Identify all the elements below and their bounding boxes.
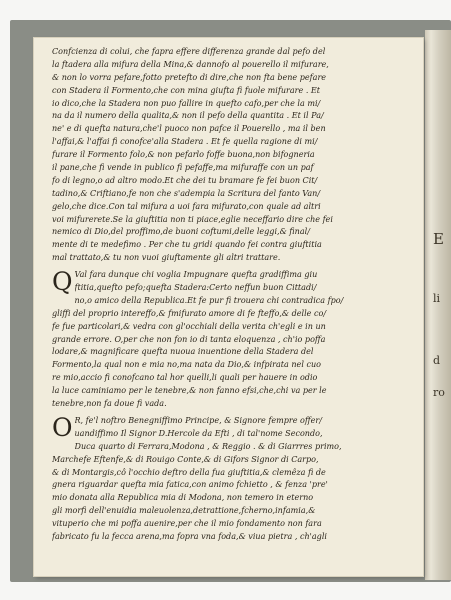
text-line: re mio,accio fi conofcano tal hor quelli,li quali per hauere in odio xyxy=(52,373,318,383)
text-line: fo di legno,o ad altro modo.Et che dei tu bramare fe fei buon Cit/ xyxy=(52,175,318,185)
text-line: fe fue particolari,& vedra con gl'occhiali della verita ch'egli e in un xyxy=(52,321,326,331)
text-line: gnera riguardar quefta mia fatica,con animo fchietto , & fenza 'pre' xyxy=(52,480,328,490)
text-line: mal trattato,& tu non vuoi giuftamente gli altri trattare. xyxy=(52,253,281,263)
paragraph-3 xyxy=(52,412,394,544)
text-line: lodare,& magnificare quefta nuoua inuentione della Stadera del xyxy=(52,347,314,357)
text-line: gliffi del proprio intereffo,& fmifurato amore di fe fteffo,& delle co/ xyxy=(52,308,327,318)
text-line: io dico,che la Stadera non puo fallire in quefto cafo,per che la mi/ xyxy=(52,98,321,108)
spine-glyph: ro xyxy=(433,386,445,399)
text-line: voi mifurerete.Se la giuftitia non ti piace,eglie neceffario dire che fei xyxy=(52,214,333,224)
spine-glyph: li xyxy=(433,292,441,305)
text-line: gli morfi dell'enuidia maleuolenza,detrattione,fcherno,infamia,& xyxy=(52,506,316,516)
text-line: grande errore. O,per che non fon io di tanta eloquenza , ch'io poffa xyxy=(52,334,326,344)
text-line: & non lo vorra pefare,fotto pretefto di dire,che non fta bene pefare xyxy=(52,72,327,82)
text-line: no,o amico della Republica.Et fe pur fi trouera chi contradica fpo/ xyxy=(74,295,344,305)
text-line: gelo,che dice.Con tal mifura a uoi fara mifurato,con quale ad altri xyxy=(52,201,321,211)
printed-page xyxy=(34,38,423,576)
text-line: mente di te medefimo . Per che tu gridi quando fei contra giuftitia xyxy=(52,240,322,250)
text-line: ne' e di quefta natura,che'l puoco non pafce il Pouerello , ma il ben xyxy=(52,124,326,134)
text-line: la luce caminiamo per le tenebre,& non fanno efsi,che,chi va per le xyxy=(52,386,327,396)
text-line: nemico di Dio,del proffimo,de buoni coftumi,delle leggi,& final/ xyxy=(52,227,310,237)
text-line: Marchefe Eftenfe,& di Rouigo Conte,& di Gifors Signor di Carpo, xyxy=(52,454,319,464)
spine-glyph: d xyxy=(433,354,441,367)
spine-glyph: E xyxy=(433,230,444,248)
text-line: & di Montargis,cô l'occhio deftro della fua giuftitia,& clemêza fi de xyxy=(52,467,326,477)
text-line: mio donata alla Republica mia di Modona, non temero in eterno xyxy=(52,493,314,503)
text-line: la ftadera alla mifura della Mina,& dannofo al pouerello il mifurare, xyxy=(52,59,329,69)
text-line: R, fe'l noftro Benegniffimo Principe, & Signore fempre offer/ xyxy=(74,415,322,425)
adjacent-page-edge xyxy=(425,30,451,580)
text-line: l'affai,& l'affai fi conofce'alla Stadera . Et fe quella ragione di mi/ xyxy=(52,137,318,147)
text-line: vituperio che mi poffa auenire,per che il mio fondamento non fara xyxy=(52,519,322,529)
paragraph-1 xyxy=(52,46,394,265)
text-line: Duca quarto di Ferrara,Modona , & Reggio . & di Giarrres primo, xyxy=(74,441,342,451)
text-line: furare il Formento folo,& non pefarlo foffe buona,non bifogneria xyxy=(52,150,315,160)
text-line: Val fara dunque chi voglia Impugnare quefta gradiffima giu xyxy=(74,270,318,280)
text-line: Confcienza di colui, che fapra effere differenza grande dal pefo del xyxy=(52,47,326,56)
text-line: uandiffimo Il Signor D.Hercole da Efti , di tal'nome Secondo, xyxy=(74,428,323,438)
text-line: ftitia,quefto pefo;quefta Stadera:Certo neffun buon Cittadi/ xyxy=(74,283,317,293)
drop-cap-initial: Q xyxy=(52,267,73,297)
drop-cap-initial: O xyxy=(52,412,73,442)
text-line: Formento,la qual non e mia no,ma nata da Dio,& infpirata nel cuo xyxy=(52,360,321,370)
text-line: tenebre,non fa doue fi vada. xyxy=(52,399,167,409)
text-line: il pane,che fi vende in publico fi pefaffe,ma mifuraffe con un paf xyxy=(52,163,314,173)
page-text xyxy=(52,46,394,544)
paragraph-2 xyxy=(52,269,394,411)
text-line: fabricato fu la fecca arena,ma fopra vna foda,& viua pietra , ch'agli xyxy=(52,531,327,541)
text-line: na da il numero della qualita,& non il pefo della quantita . Et il Pa/ xyxy=(52,111,324,121)
text-line: con Stadera il Formento,che con mina giufta fi fuole mifurare . Et xyxy=(52,85,321,95)
text-line: tadino,& Criftiano,fe non che s'adempia la Scritura del fanto Van/ xyxy=(52,188,321,198)
